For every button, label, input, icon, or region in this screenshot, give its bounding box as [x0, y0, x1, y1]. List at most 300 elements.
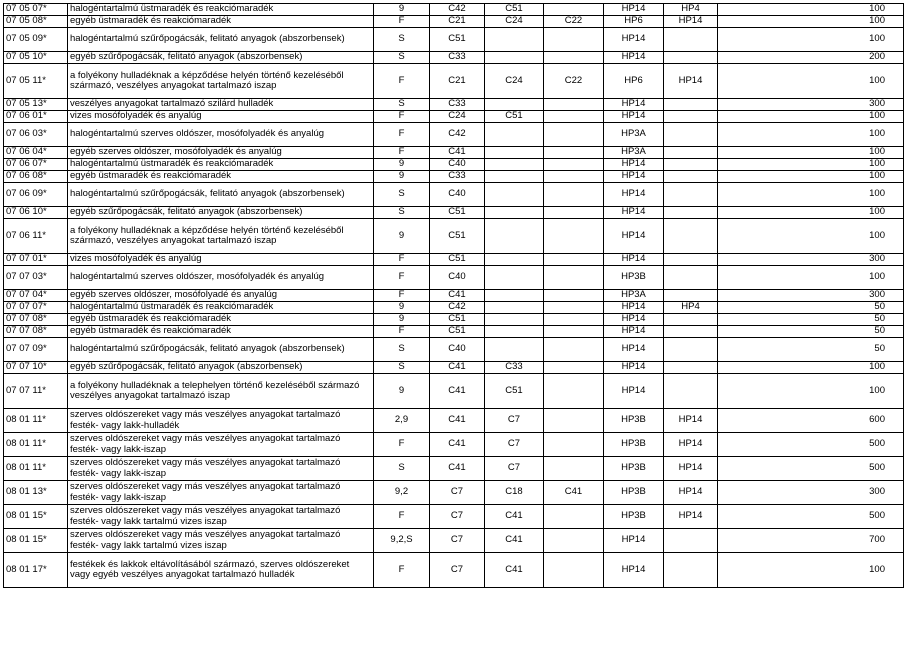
waste-code-cell: 08 01 13* — [4, 481, 68, 505]
quantity-cell: 100 — [718, 374, 904, 409]
quantity-cell: 100 — [718, 64, 904, 99]
c-code-2-cell: C24 — [485, 16, 544, 28]
table-row — [4, 266, 904, 290]
hp-code-2-cell — [664, 171, 718, 183]
table-row — [4, 207, 904, 219]
c-code-3-cell — [544, 290, 604, 302]
quantity-cell: 300 — [718, 254, 904, 266]
c-code-3-cell — [544, 266, 604, 290]
hp-code-1-cell: HP14 — [604, 314, 664, 326]
c-code-1-cell: C33 — [430, 171, 485, 183]
table-row — [4, 52, 904, 64]
physical-state-cell: 2,9 — [374, 409, 430, 433]
hp-code-2-cell: HP14 — [664, 481, 718, 505]
c-code-2-cell: C33 — [485, 362, 544, 374]
waste-code-cell: 07 07 03* — [4, 266, 68, 290]
physical-state-cell: 9 — [374, 159, 430, 171]
quantity-cell: 700 — [718, 529, 904, 553]
waste-code-cell: 07 06 01* — [4, 111, 68, 123]
waste-code-cell: 07 06 08* — [4, 171, 68, 183]
hp-code-2-cell — [664, 183, 718, 207]
description-cell: szerves oldószereket vagy más veszélyes anyagokat tartalmazó festék- vagy lakk tartalmú vizes iszap — [68, 529, 374, 553]
c-code-2-cell: C51 — [485, 374, 544, 409]
c-code-2-cell: C41 — [485, 553, 544, 588]
waste-code-cell: 07 05 07* — [4, 4, 68, 16]
physical-state-cell: F — [374, 266, 430, 290]
waste-code-cell: 07 06 04* — [4, 147, 68, 159]
description-cell: egyéb üstmaradék és reakciómaradék — [68, 314, 374, 326]
c-code-3-cell — [544, 171, 604, 183]
hp-code-1-cell: HP3B — [604, 505, 664, 529]
c-code-1-cell: C40 — [430, 183, 485, 207]
table-row — [4, 159, 904, 171]
table-row — [4, 183, 904, 207]
hp-code-1-cell: HP14 — [604, 338, 664, 362]
hp-code-1-cell: HP14 — [604, 52, 664, 64]
hp-code-2-cell — [664, 362, 718, 374]
c-code-3-cell — [544, 28, 604, 52]
c-code-2-cell — [485, 183, 544, 207]
hp-code-2-cell — [664, 254, 718, 266]
physical-state-cell: 9,2,S — [374, 529, 430, 553]
hp-code-2-cell — [664, 338, 718, 362]
c-code-2-cell: C7 — [485, 409, 544, 433]
quantity-cell: 100 — [718, 266, 904, 290]
c-code-2-cell: C51 — [485, 4, 544, 16]
c-code-3-cell: C22 — [544, 16, 604, 28]
c-code-3-cell: C22 — [544, 64, 604, 99]
physical-state-cell: 9 — [374, 374, 430, 409]
hp-code-2-cell — [664, 52, 718, 64]
quantity-cell: 100 — [718, 207, 904, 219]
c-code-3-cell — [544, 254, 604, 266]
waste-code-cell: 07 06 11* — [4, 219, 68, 254]
c-code-3-cell — [544, 314, 604, 326]
physical-state-cell: 9 — [374, 4, 430, 16]
hp-code-1-cell: HP3B — [604, 266, 664, 290]
waste-code-cell: 07 05 13* — [4, 99, 68, 111]
table-row — [4, 505, 904, 529]
waste-code-cell: 08 01 11* — [4, 409, 68, 433]
hp-code-2-cell: HP14 — [664, 433, 718, 457]
c-code-2-cell: C41 — [485, 529, 544, 553]
c-code-1-cell: C7 — [430, 505, 485, 529]
quantity-cell: 200 — [718, 52, 904, 64]
c-code-1-cell: C40 — [430, 338, 485, 362]
physical-state-cell: F — [374, 433, 430, 457]
c-code-1-cell: C21 — [430, 16, 485, 28]
physical-state-cell: F — [374, 505, 430, 529]
c-code-2-cell — [485, 254, 544, 266]
c-code-2-cell — [485, 171, 544, 183]
table-row — [4, 123, 904, 147]
c-code-3-cell — [544, 159, 604, 171]
quantity-cell: 100 — [718, 183, 904, 207]
physical-state-cell: F — [374, 123, 430, 147]
c-code-1-cell: C40 — [430, 266, 485, 290]
physical-state-cell: S — [374, 52, 430, 64]
hp-code-1-cell: HP14 — [604, 171, 664, 183]
hp-code-2-cell — [664, 529, 718, 553]
hp-code-2-cell — [664, 111, 718, 123]
hp-code-2-cell: HP14 — [664, 64, 718, 99]
description-cell: egyéb üstmaradék és reakciómaradék — [68, 171, 374, 183]
c-code-1-cell: C42 — [430, 123, 485, 147]
hp-code-1-cell: HP3B — [604, 409, 664, 433]
c-code-3-cell — [544, 362, 604, 374]
physical-state-cell: S — [374, 338, 430, 362]
c-code-2-cell — [485, 123, 544, 147]
c-code-3-cell — [544, 433, 604, 457]
c-code-2-cell: C18 — [485, 481, 544, 505]
c-code-3-cell — [544, 409, 604, 433]
description-cell: szerves oldószereket vagy más veszélyes anyagokat tartalmazó festék- vagy lakk-iszap — [68, 433, 374, 457]
quantity-cell: 100 — [718, 219, 904, 254]
physical-state-cell: S — [374, 362, 430, 374]
quantity-cell: 50 — [718, 338, 904, 362]
physical-state-cell: S — [374, 207, 430, 219]
hp-code-2-cell: HP14 — [664, 505, 718, 529]
description-cell: halogéntartalmú szűrőpogácsák, felitató anyagok (abszorbensek) — [68, 183, 374, 207]
c-code-2-cell — [485, 338, 544, 362]
c-code-2-cell — [485, 266, 544, 290]
hp-code-1-cell: HP14 — [604, 111, 664, 123]
table-row — [4, 409, 904, 433]
description-cell: a folyékony hulladéknak a képződése helyén történő kezeléséből származó, veszélyes anyagokat tartalmazó iszap — [68, 64, 374, 99]
hp-code-2-cell — [664, 314, 718, 326]
c-code-2-cell: C24 — [485, 64, 544, 99]
hp-code-1-cell: HP14 — [604, 374, 664, 409]
c-code-3-cell — [544, 302, 604, 314]
waste-code-cell: 07 06 03* — [4, 123, 68, 147]
c-code-1-cell: C7 — [430, 481, 485, 505]
description-cell: egyéb szűrőpogácsák, felitató anyagok (abszorbensek) — [68, 52, 374, 64]
quantity-cell: 50 — [718, 326, 904, 338]
c-code-3-cell — [544, 529, 604, 553]
physical-state-cell: S — [374, 99, 430, 111]
quantity-cell: 500 — [718, 505, 904, 529]
hp-code-1-cell: HP14 — [604, 362, 664, 374]
description-cell: egyéb szűrőpogácsák, felitató anyagok (abszorbensek) — [68, 207, 374, 219]
waste-code-cell: 08 01 11* — [4, 433, 68, 457]
c-code-2-cell — [485, 314, 544, 326]
physical-state-cell: F — [374, 254, 430, 266]
quantity-cell: 100 — [718, 28, 904, 52]
quantity-cell: 500 — [718, 457, 904, 481]
c-code-2-cell: C7 — [485, 433, 544, 457]
table-row — [4, 147, 904, 159]
waste-code-cell: 07 07 07* — [4, 302, 68, 314]
waste-code-cell: 08 01 11* — [4, 457, 68, 481]
hp-code-1-cell: HP14 — [604, 326, 664, 338]
table-row — [4, 326, 904, 338]
description-cell: vizes mosófolyadék és anyalúg — [68, 111, 374, 123]
description-cell: szerves oldószereket vagy más veszélyes anyagokat tartalmazó festék- vagy lakk-iszap — [68, 481, 374, 505]
description-cell: veszélyes anyagokat tartalmazó szilárd hulladék — [68, 99, 374, 111]
hp-code-1-cell: HP14 — [604, 207, 664, 219]
hp-code-1-cell: HP3A — [604, 147, 664, 159]
c-code-1-cell: C42 — [430, 302, 485, 314]
c-code-1-cell: C24 — [430, 111, 485, 123]
hp-code-2-cell — [664, 290, 718, 302]
hp-code-2-cell — [664, 553, 718, 588]
table-row — [4, 4, 904, 16]
hp-code-2-cell: HP4 — [664, 4, 718, 16]
hp-code-1-cell: HP6 — [604, 64, 664, 99]
c-code-3-cell — [544, 4, 604, 16]
c-code-2-cell: C51 — [485, 111, 544, 123]
hp-code-1-cell: HP14 — [604, 219, 664, 254]
description-cell: halogéntartalmú szűrőpogácsák, felitató anyagok (abszorbensek) — [68, 28, 374, 52]
c-code-1-cell: C41 — [430, 147, 485, 159]
c-code-3-cell — [544, 52, 604, 64]
hp-code-2-cell — [664, 219, 718, 254]
physical-state-cell: S — [374, 28, 430, 52]
c-code-1-cell: C51 — [430, 314, 485, 326]
hp-code-1-cell: HP3A — [604, 123, 664, 147]
c-code-3-cell — [544, 147, 604, 159]
hp-code-1-cell: HP14 — [604, 28, 664, 52]
c-code-1-cell: C42 — [430, 4, 485, 16]
hp-code-2-cell: HP14 — [664, 16, 718, 28]
c-code-2-cell — [485, 207, 544, 219]
c-code-2-cell: C41 — [485, 505, 544, 529]
physical-state-cell: 9 — [374, 302, 430, 314]
c-code-2-cell — [485, 290, 544, 302]
physical-state-cell: F — [374, 111, 430, 123]
description-cell: a folyékony hulladéknak a telephelyen történő kezeléséből származó veszélyes anyagokat tartalmazó iszap — [68, 374, 374, 409]
description-cell: egyéb üstmaradék és reakciómaradék — [68, 16, 374, 28]
quantity-cell: 300 — [718, 99, 904, 111]
hp-code-2-cell: HP4 — [664, 302, 718, 314]
hp-code-1-cell: HP3B — [604, 433, 664, 457]
hp-code-2-cell — [664, 207, 718, 219]
c-code-3-cell — [544, 374, 604, 409]
c-code-1-cell: C41 — [430, 409, 485, 433]
physical-state-cell: F — [374, 553, 430, 588]
physical-state-cell: 9,2 — [374, 481, 430, 505]
c-code-3-cell — [544, 183, 604, 207]
hp-code-1-cell: HP14 — [604, 302, 664, 314]
table-row — [4, 254, 904, 266]
hp-code-2-cell — [664, 266, 718, 290]
c-code-2-cell — [485, 147, 544, 159]
physical-state-cell: F — [374, 64, 430, 99]
hp-code-1-cell: HP14 — [604, 99, 664, 111]
description-cell: szerves oldószereket vagy más veszélyes anyagokat tartalmazó festék- vagy lakk-hulladék — [68, 409, 374, 433]
physical-state-cell: 9 — [374, 219, 430, 254]
hp-code-2-cell: HP14 — [664, 457, 718, 481]
waste-code-cell: 07 07 11* — [4, 374, 68, 409]
c-code-3-cell — [544, 111, 604, 123]
waste-code-cell: 07 06 09* — [4, 183, 68, 207]
table-row — [4, 314, 904, 326]
c-code-3-cell — [544, 338, 604, 362]
c-code-2-cell — [485, 219, 544, 254]
waste-code-cell: 07 07 08* — [4, 314, 68, 326]
waste-code-cell: 07 05 08* — [4, 16, 68, 28]
table-row — [4, 290, 904, 302]
hp-code-2-cell — [664, 28, 718, 52]
table-row — [4, 362, 904, 374]
description-cell: egyéb szerves oldószer, mosófolyadé és anyalúg — [68, 290, 374, 302]
description-cell: halogéntartalmú szűrőpogácsák, felitató anyagok (abszorbensek) — [68, 338, 374, 362]
c-code-3-cell: C41 — [544, 481, 604, 505]
c-code-3-cell — [544, 505, 604, 529]
table-row — [4, 481, 904, 505]
description-cell: festékek és lakkok eltávolításából származó, szerves oldószereket vagy egyéb veszélyes anyagokat tartalmazó hulladék — [68, 553, 374, 588]
c-code-3-cell — [544, 553, 604, 588]
description-cell: halogéntartalmú üstmaradék és reakciómaradék — [68, 302, 374, 314]
waste-code-cell: 07 07 04* — [4, 290, 68, 302]
hp-code-2-cell — [664, 159, 718, 171]
c-code-1-cell: C7 — [430, 553, 485, 588]
table-row — [4, 111, 904, 123]
table-row — [4, 302, 904, 314]
table-row — [4, 28, 904, 52]
waste-table — [3, 3, 904, 588]
c-code-1-cell: C51 — [430, 207, 485, 219]
physical-state-cell: F — [374, 16, 430, 28]
c-code-1-cell: C21 — [430, 64, 485, 99]
waste-code-cell: 08 01 15* — [4, 529, 68, 553]
waste-code-cell: 07 07 01* — [4, 254, 68, 266]
c-code-2-cell — [485, 99, 544, 111]
table-row — [4, 338, 904, 362]
quantity-cell: 100 — [718, 171, 904, 183]
hp-code-1-cell: HP14 — [604, 254, 664, 266]
hp-code-1-cell: HP3A — [604, 290, 664, 302]
description-cell: halogéntartalmú üstmaradék és reakciómaradék — [68, 4, 374, 16]
table-row — [4, 171, 904, 183]
c-code-1-cell: C41 — [430, 290, 485, 302]
waste-code-cell: 07 05 09* — [4, 28, 68, 52]
c-code-1-cell: C41 — [430, 374, 485, 409]
quantity-cell: 100 — [718, 111, 904, 123]
table-row — [4, 16, 904, 28]
c-code-1-cell: C51 — [430, 254, 485, 266]
c-code-1-cell: C40 — [430, 159, 485, 171]
c-code-2-cell — [485, 159, 544, 171]
hp-code-2-cell — [664, 99, 718, 111]
c-code-1-cell: C7 — [430, 529, 485, 553]
table-row — [4, 529, 904, 553]
description-cell: halogéntartalmú szerves oldószer, mosófolyadék és anyalúg — [68, 266, 374, 290]
hp-code-1-cell: HP3B — [604, 457, 664, 481]
table-row — [4, 374, 904, 409]
physical-state-cell: F — [374, 290, 430, 302]
hp-code-1-cell: HP14 — [604, 159, 664, 171]
waste-code-cell: 07 05 11* — [4, 64, 68, 99]
hp-code-1-cell: HP3B — [604, 481, 664, 505]
quantity-cell: 500 — [718, 433, 904, 457]
c-code-1-cell: C41 — [430, 433, 485, 457]
quantity-cell: 100 — [718, 4, 904, 16]
quantity-cell: 100 — [718, 362, 904, 374]
description-cell: vizes mosófolyadék és anyalúg — [68, 254, 374, 266]
quantity-cell: 600 — [718, 409, 904, 433]
c-code-2-cell — [485, 326, 544, 338]
physical-state-cell: 9 — [374, 171, 430, 183]
hp-code-2-cell: HP14 — [664, 409, 718, 433]
physical-state-cell: 9 — [374, 314, 430, 326]
waste-code-cell: 07 07 10* — [4, 362, 68, 374]
c-code-3-cell — [544, 219, 604, 254]
c-code-3-cell — [544, 326, 604, 338]
c-code-3-cell — [544, 123, 604, 147]
waste-code-cell: 07 07 08* — [4, 326, 68, 338]
hp-code-2-cell — [664, 123, 718, 147]
table-row — [4, 433, 904, 457]
c-code-3-cell — [544, 207, 604, 219]
waste-code-cell: 07 05 10* — [4, 52, 68, 64]
table-row — [4, 99, 904, 111]
c-code-3-cell — [544, 457, 604, 481]
waste-code-cell: 07 06 10* — [4, 207, 68, 219]
c-code-1-cell: C33 — [430, 99, 485, 111]
c-code-2-cell — [485, 302, 544, 314]
hp-code-2-cell — [664, 326, 718, 338]
description-cell: halogéntartalmú szerves oldószer, mosófolyadék és anyalúg — [68, 123, 374, 147]
quantity-cell: 300 — [718, 481, 904, 505]
quantity-cell: 50 — [718, 314, 904, 326]
waste-code-cell: 08 01 17* — [4, 553, 68, 588]
c-code-3-cell — [544, 99, 604, 111]
hp-code-1-cell: HP6 — [604, 16, 664, 28]
waste-code-cell: 07 07 09* — [4, 338, 68, 362]
hp-code-1-cell: HP14 — [604, 183, 664, 207]
c-code-1-cell: C33 — [430, 52, 485, 64]
physical-state-cell: F — [374, 326, 430, 338]
waste-code-cell: 07 06 07* — [4, 159, 68, 171]
quantity-cell: 300 — [718, 290, 904, 302]
quantity-cell: 100 — [718, 147, 904, 159]
table-body — [4, 4, 904, 588]
c-code-2-cell — [485, 28, 544, 52]
c-code-1-cell: C41 — [430, 362, 485, 374]
c-code-2-cell — [485, 52, 544, 64]
c-code-2-cell: C7 — [485, 457, 544, 481]
quantity-cell: 100 — [718, 123, 904, 147]
c-code-1-cell: C51 — [430, 326, 485, 338]
description-cell: szerves oldószereket vagy más veszélyes anyagokat tartalmazó festék- vagy lakk-iszap — [68, 457, 374, 481]
quantity-cell: 100 — [718, 16, 904, 28]
description-cell: halogéntartalmú üstmaradék és reakciómaradék — [68, 159, 374, 171]
hp-code-1-cell: HP14 — [604, 4, 664, 16]
hp-code-1-cell: HP14 — [604, 529, 664, 553]
description-cell: egyéb üstmaradék és reakciómaradék — [68, 326, 374, 338]
table-row — [4, 64, 904, 99]
physical-state-cell: S — [374, 457, 430, 481]
description-cell: szerves oldószereket vagy más veszélyes anyagokat tartalmazó festék- vagy lakk tartalmú vizes iszap — [68, 505, 374, 529]
hp-code-1-cell: HP14 — [604, 553, 664, 588]
table-row — [4, 457, 904, 481]
quantity-cell: 100 — [718, 159, 904, 171]
description-cell: a folyékony hulladéknak a képződése helyén történő kezeléséből származó, veszélyes anyagokat tartalmazó iszap — [68, 219, 374, 254]
table-row — [4, 219, 904, 254]
description-cell: egyéb szűrőpogácsák, felitató anyagok (abszorbensek) — [68, 362, 374, 374]
c-code-1-cell: C41 — [430, 457, 485, 481]
quantity-cell: 100 — [718, 553, 904, 588]
table-row — [4, 553, 904, 588]
quantity-cell: 50 — [718, 302, 904, 314]
waste-code-cell: 08 01 15* — [4, 505, 68, 529]
physical-state-cell: S — [374, 183, 430, 207]
hp-code-2-cell — [664, 374, 718, 409]
physical-state-cell: F — [374, 147, 430, 159]
c-code-1-cell: C51 — [430, 219, 485, 254]
description-cell: egyéb szerves oldószer, mosófolyadék és anyalúg — [68, 147, 374, 159]
